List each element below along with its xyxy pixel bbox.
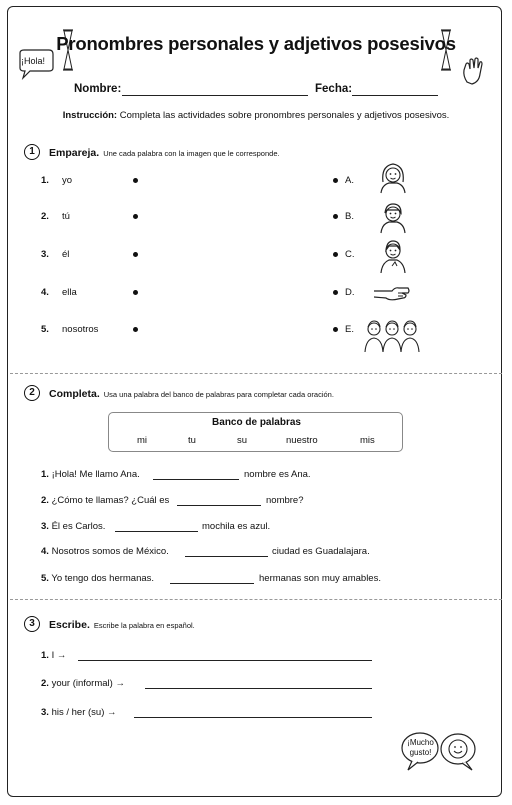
mucho-gusto-line2: gusto! [409,748,432,757]
section1-instruction: Une cada palabra con la imagen que le corresponde. [103,149,280,158]
sentence-after: nombre es Ana. [244,469,311,480]
match-item-word: él [62,249,70,260]
write-prompt: his / her (su) → [51,707,117,718]
write-number: 1. [41,650,49,661]
sentence-row [41,469,140,480]
match-right-dot[interactable] [333,178,338,183]
section3-heading [49,619,195,631]
match-left-dot[interactable] [133,290,138,295]
section3-title: Escribe. [49,619,90,631]
mucho-gusto-text [404,738,437,758]
bank-word: tu [188,435,196,446]
match-item-word: tú [62,211,70,222]
match-letter: D. [345,287,355,298]
write-number: 3. [41,707,49,718]
match-item-word: nosotros [62,324,99,335]
date-field[interactable] [352,95,438,96]
match-item-number: 3. [41,249,49,260]
section-divider [10,373,502,374]
bank-word: mis [360,435,375,446]
instruction-label: Instrucción: [62,110,118,121]
sentence-blank[interactable] [170,583,254,584]
sentence-blank[interactable] [177,505,261,506]
waving-hand-icon [460,56,488,86]
match-left-dot[interactable] [133,252,138,257]
bank-word: su [237,435,248,446]
section2-number: 2 [24,385,40,401]
section1-title: Empareja. [49,147,100,159]
sentence-before: Yo tengo dos hermanas. [51,573,155,584]
sentence-after: mochila es azul. [202,521,271,532]
sentence-row [41,521,105,532]
match-item-number: 2. [41,211,49,222]
write-row [41,650,66,661]
instruction-text: Completa las actividades sobre pronombres personales y adjetivos posesivos. [117,110,450,121]
write-prompt: I → [51,650,67,661]
word-bank [108,412,403,452]
name-field[interactable] [122,95,308,96]
sentence-blank[interactable] [115,531,198,532]
section2-title: Completa. [49,388,100,400]
sentence-row [41,573,154,584]
sentence-row [41,495,169,506]
sentence-after: nombre? [266,495,304,506]
bank-word: mi [137,435,148,446]
write-answer-line[interactable] [145,688,372,689]
section1-number: 1 [24,144,40,160]
match-letter: C. [345,249,355,260]
bank-word: nuestro [286,435,318,446]
hola-bubble-text: ¡Hola! [21,56,46,66]
name-label: Nombre: [74,83,122,95]
sentence-row [41,546,169,557]
sentence-number: 3. [41,521,49,532]
instruction [0,110,512,121]
match-letter: E. [345,324,354,335]
boy-icon [377,200,409,234]
sentence-number: 1. [41,469,49,480]
sentence-number: 5. [41,573,49,584]
match-item-word: yo [62,175,73,186]
match-letter: A. [345,175,354,186]
write-row [41,707,117,718]
sentence-number: 2. [41,495,49,506]
write-answer-line[interactable] [134,717,372,718]
write-answer-line[interactable] [78,660,372,661]
date-label: Fecha: [315,83,353,95]
section3-number: 3 [24,616,40,632]
match-right-dot[interactable] [333,214,338,219]
match-right-dot[interactable] [333,290,338,295]
write-number: 2. [41,678,49,689]
match-right-dot[interactable] [333,252,338,257]
match-letter: B. [345,211,354,222]
sentence-before: ¿Cómo te llamas? ¿Cuál es [51,495,170,506]
sentence-after: ciudad es Guadalajara. [272,546,370,557]
sentence-number: 4. [41,546,49,557]
boy-pointing-self-icon [377,238,409,274]
match-left-dot[interactable] [133,327,138,332]
section3-instruction: Escribe la palabra en español. [93,621,195,630]
sentence-before: ¡Hola! Me llamo Ana. [51,469,140,480]
match-left-dot[interactable] [133,214,138,219]
sentence-after: hermanas son muy amables. [259,573,381,584]
write-prompt: your (informal) → [51,678,125,689]
match-item-word: ella [62,287,77,298]
sentence-before: Nosotros somos de México. [51,546,169,557]
sentence-before: Él es Carlos. [51,521,106,532]
sentence-blank[interactable] [153,479,239,480]
match-item-number: 5. [41,324,49,335]
girl-icon [376,160,410,194]
match-right-dot[interactable] [333,327,338,332]
match-item-number: 4. [41,287,49,298]
page-title: Pronombres personales y adjetivos posesivos [56,33,456,54]
section2-heading [49,388,334,400]
section-divider [10,599,502,600]
match-item-number: 1. [41,175,49,186]
match-left-dot[interactable] [133,178,138,183]
write-row [41,678,125,689]
sentence-blank[interactable] [185,556,268,557]
section1-heading [49,147,280,159]
group-of-kids-icon [364,317,420,353]
section2-instruction: Usa una palabra del banco de palabras para completar cada oración. [103,390,334,399]
pointing-hand-icon [372,283,412,303]
word-bank-title: Banco de palabras [212,417,301,428]
mucho-gusto-line1: ¡Mucho [407,738,434,747]
